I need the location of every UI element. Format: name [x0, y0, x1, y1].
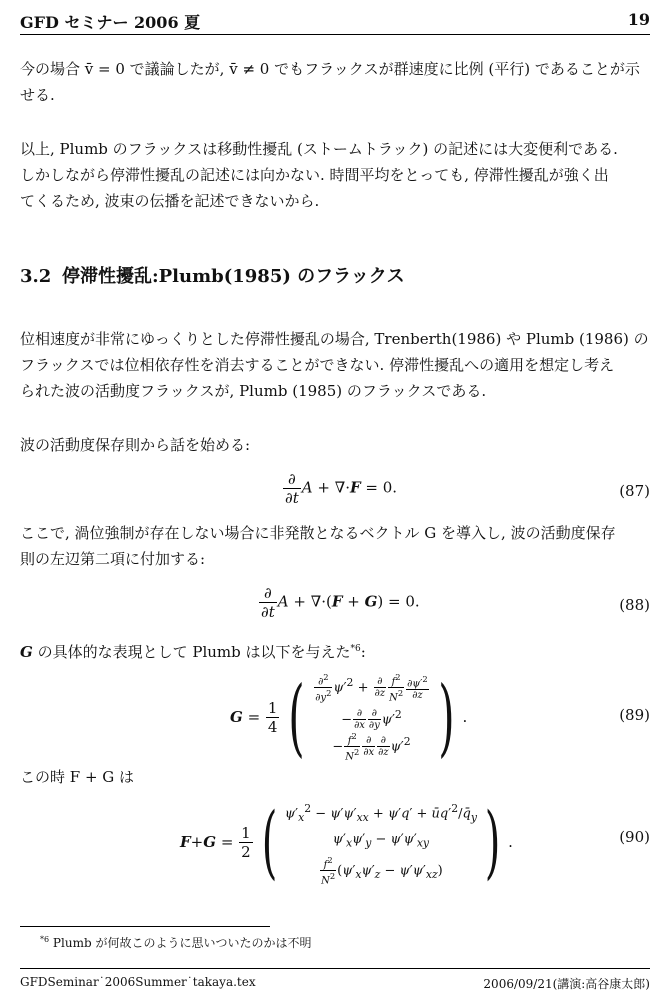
page-header: [20, 8, 650, 35]
equation-body: $\frac{\partial}{\partial t}$ A + ∇·F = 0.: [285, 470, 398, 507]
paragraph-5: [20, 520, 650, 572]
paragraph-7: [20, 764, 650, 790]
paragraph-line: 位相速度が非常にゆっくりとした停滞性擾乱の場合, Trenberth(1986) や Plumb (1986) の: [20, 330, 649, 348]
paragraph-line: 則の左辺第二項に付加する:: [20, 550, 206, 568]
equation-number: (89): [619, 706, 650, 724]
paragraph-line: しかしながら停滞性擾乱の記述には向かない. 時間平均をとっても, 停滞性擾乱が強く出: [20, 166, 609, 184]
equation-body: G = $\frac{1}{4}$ ( $\frac{\partial^2}{\partial y^2}$ $\psi'^2$ + ∂ ∂z $\frac{f^2}{N^2}$ $\frac{\partial\psi'^2}{\partial z}$ − ∂ ∂x ∂ ∂y $\psi'^2$ − $\frac{f^2}{N^2}$ ∂ ∂x ∂ ∂z $\psi'^2$ ) .: [230, 668, 468, 767]
equation-body: F + G = $\frac{1}{2}$ ( $\psi'_x^2 - \psi'\psi'_{xx} + \psi'q'$ + $ūq'^2/q̄_y$ $\psi'_x\psi'_y - \psi'\psi'_{xy}$ $\frac{f^2}{N^2}$ $(\psi'_x\psi'_z - \psi'\psi'_{xz})$ ) .: [180, 795, 513, 889]
section-heading: [20, 262, 405, 288]
section-number: 3.2: [20, 266, 52, 287]
paragraph-3: [20, 326, 650, 404]
paragraph-line: られた波の活動度フラックスが, Plumb (1985) のフラックスである.: [20, 382, 487, 400]
paragraph-4: [20, 432, 650, 458]
equation-89: [20, 668, 650, 767]
page-footer: [20, 968, 650, 991]
equation-88: [20, 584, 650, 628]
equation-number: (90): [619, 828, 650, 846]
paragraph-line: せる.: [20, 86, 55, 104]
header-title: GFD セミナー 2006 夏: [20, 13, 201, 32]
footer-filename: GFDSeminar˙2006Summer˙takaya.tex: [20, 975, 256, 989]
paragraph-line: フラックスでは位相依存性を消去することができない. 停滞性擾乱への適用を想定し考え: [20, 356, 615, 374]
paragraph-6: [20, 636, 650, 665]
paragraph-line: この時 F + G は: [20, 768, 135, 786]
equation-90: [20, 795, 650, 889]
paragraph-line: 以上, Plumb のフラックスは移動性擾乱 (ストームトラック) の記述には大変便利である.: [20, 140, 618, 158]
paragraph-line: てくるため, 波束の伝播を記述できないから.: [20, 192, 320, 210]
equation-87: [20, 470, 650, 514]
paragraph-line: ここで, 渦位強制が存在しない場合に非発散となるベクトル G を導入し, 波の活動度保存: [20, 524, 616, 542]
paragraph-2: [20, 136, 650, 214]
footnote: $^{*6}$ Plumb が何故このように思いついたのかは不明: [40, 935, 312, 950]
paragraph-line: G の具体的な表現として Plumb は以下を与えた$^{*6}$:: [20, 643, 366, 661]
paragraph-1: [20, 56, 650, 108]
equation-number: (88): [619, 596, 650, 614]
footer-date: 2006/09/21(講演:高谷康太郎): [483, 977, 650, 991]
footnote-rule: [20, 926, 270, 927]
paragraph-line: 今の場合 v̄ = 0 で議論したが, v̄ ≠ 0 でもフラックスが群速度に比例 (平行) であることが示: [20, 60, 640, 78]
page-number: 19: [627, 10, 650, 29]
section-title: 停滞性擾乱:Plumb(1985) のフラックス: [62, 266, 405, 287]
equation-number: (87): [619, 482, 650, 500]
equation-body: $\frac{\partial}{\partial t}$ A + ∇·(F + G) = 0.: [261, 584, 420, 621]
paragraph-line: 波の活動度保存則から話を始める:: [20, 436, 251, 454]
